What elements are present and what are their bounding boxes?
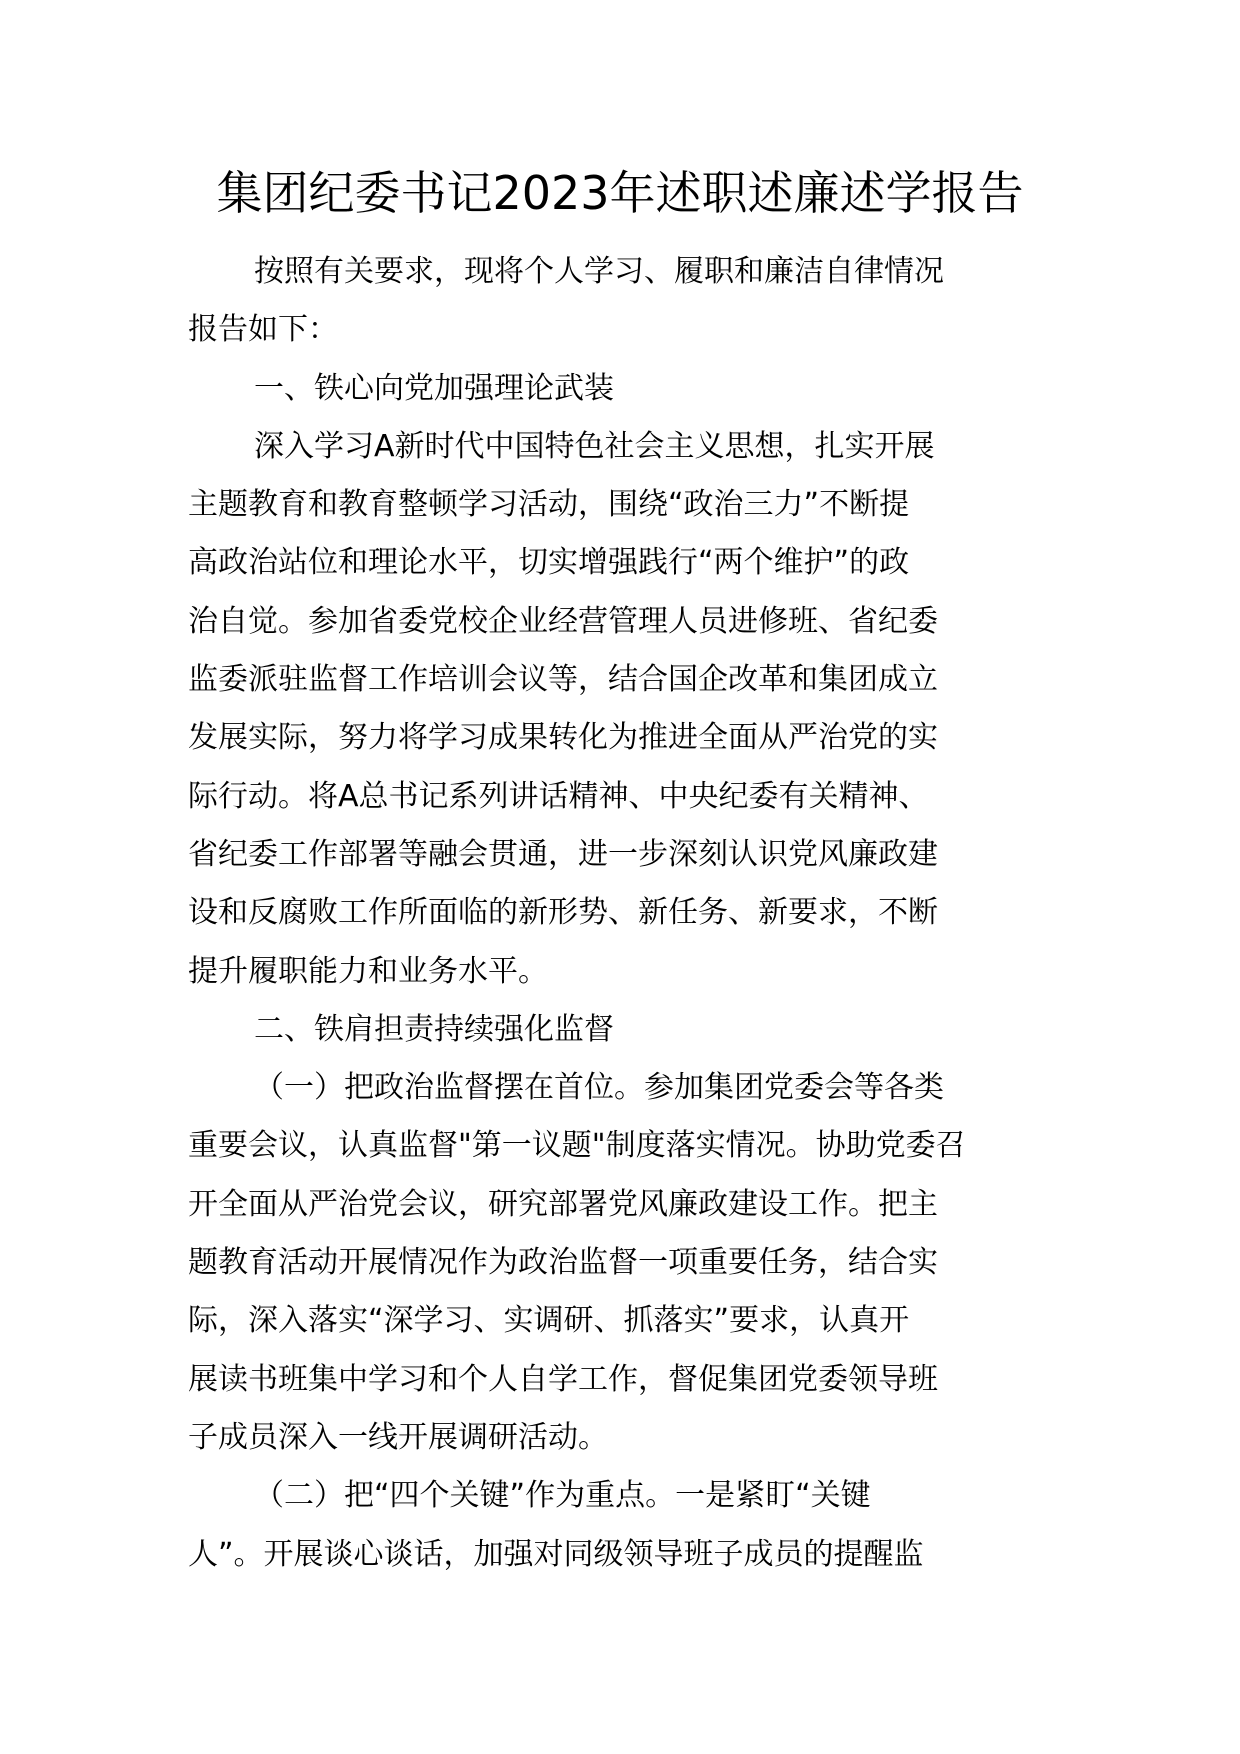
section-1-paragraph [188, 418, 1048, 1001]
text-line: 际行动。将A总书记系列讲话精神、中央纪委有关精神、 [188, 778, 929, 814]
text-line: 重要会议，认真监督"第一议题"制度落实情况。协助党委召 [188, 1128, 966, 1164]
heading-line: 一、铁心向党加强理论武装 [254, 370, 614, 406]
text-line: 主题教育和教育整顿学习活动，围绕“政治三力”不断提 [188, 487, 910, 523]
section-heading-1 [188, 360, 1048, 418]
text-line: 开全面从严治党会议，研究部署党风廉政建设工作。把主 [188, 1186, 938, 1222]
text-line: （二）把“四个关键”作为重点。一是紧盯“关键 [254, 1478, 871, 1514]
text-line: 提升履职能力和业务水平。 [188, 953, 548, 989]
text-line: 展读书班集中学习和个人自学工作，督促集团党委领导班 [188, 1361, 938, 1397]
text-line: 按照有关要求，现将个人学习、履职和廉洁自律情况 [254, 254, 944, 289]
document-title: 集团纪委书记2023年述职述廉述学报告 [216, 166, 1024, 220]
text-line: 监委派驻监督工作培训会议等，结合国企改革和集团成立 [188, 662, 938, 698]
text-line: 子成员深入一线开展调研活动。 [188, 1419, 608, 1455]
text-line: 报告如下： [188, 312, 338, 348]
section-2-1-paragraph [188, 1059, 1048, 1467]
text-line: 际，深入落实“深学习、实调研、抓落实”要求，认真开 [188, 1303, 910, 1339]
text-line: 深入学习A新时代中国特色社会主义思想，扎实开展 [254, 428, 935, 464]
text-line: 设和反腐败工作所面临的新形势、新任务、新要求，不断 [188, 895, 938, 931]
text-line: 省纪委工作部署等融会贯通，进一步深刻认识党风廉政建 [188, 836, 938, 872]
section-heading-2 [188, 1001, 1048, 1059]
section-2-2-paragraph [188, 1467, 1048, 1584]
text-line: 高政治站位和理论水平，切实增强践行“两个维护”的政 [188, 545, 910, 581]
text-line: 题教育活动开展情况作为政治监督一项重要任务，结合实 [188, 1245, 938, 1281]
heading-line: 二、铁肩担责持续强化监督 [254, 1011, 614, 1047]
text-line: （一）把政治监督摆在首位。参加集团党委会等各类 [254, 1070, 944, 1106]
text-line: 治自觉。参加省委党校企业经营管理人员进修班、省纪委 [188, 603, 938, 639]
document-body [188, 243, 1048, 1584]
intro-paragraph [188, 243, 1048, 360]
text-line: 人”。开展谈心谈话，加强对同级领导班子成员的提醒监 [188, 1536, 924, 1572]
text-line: 发展实际，努力将学习成果转化为推进全面从严治党的实 [188, 720, 938, 756]
